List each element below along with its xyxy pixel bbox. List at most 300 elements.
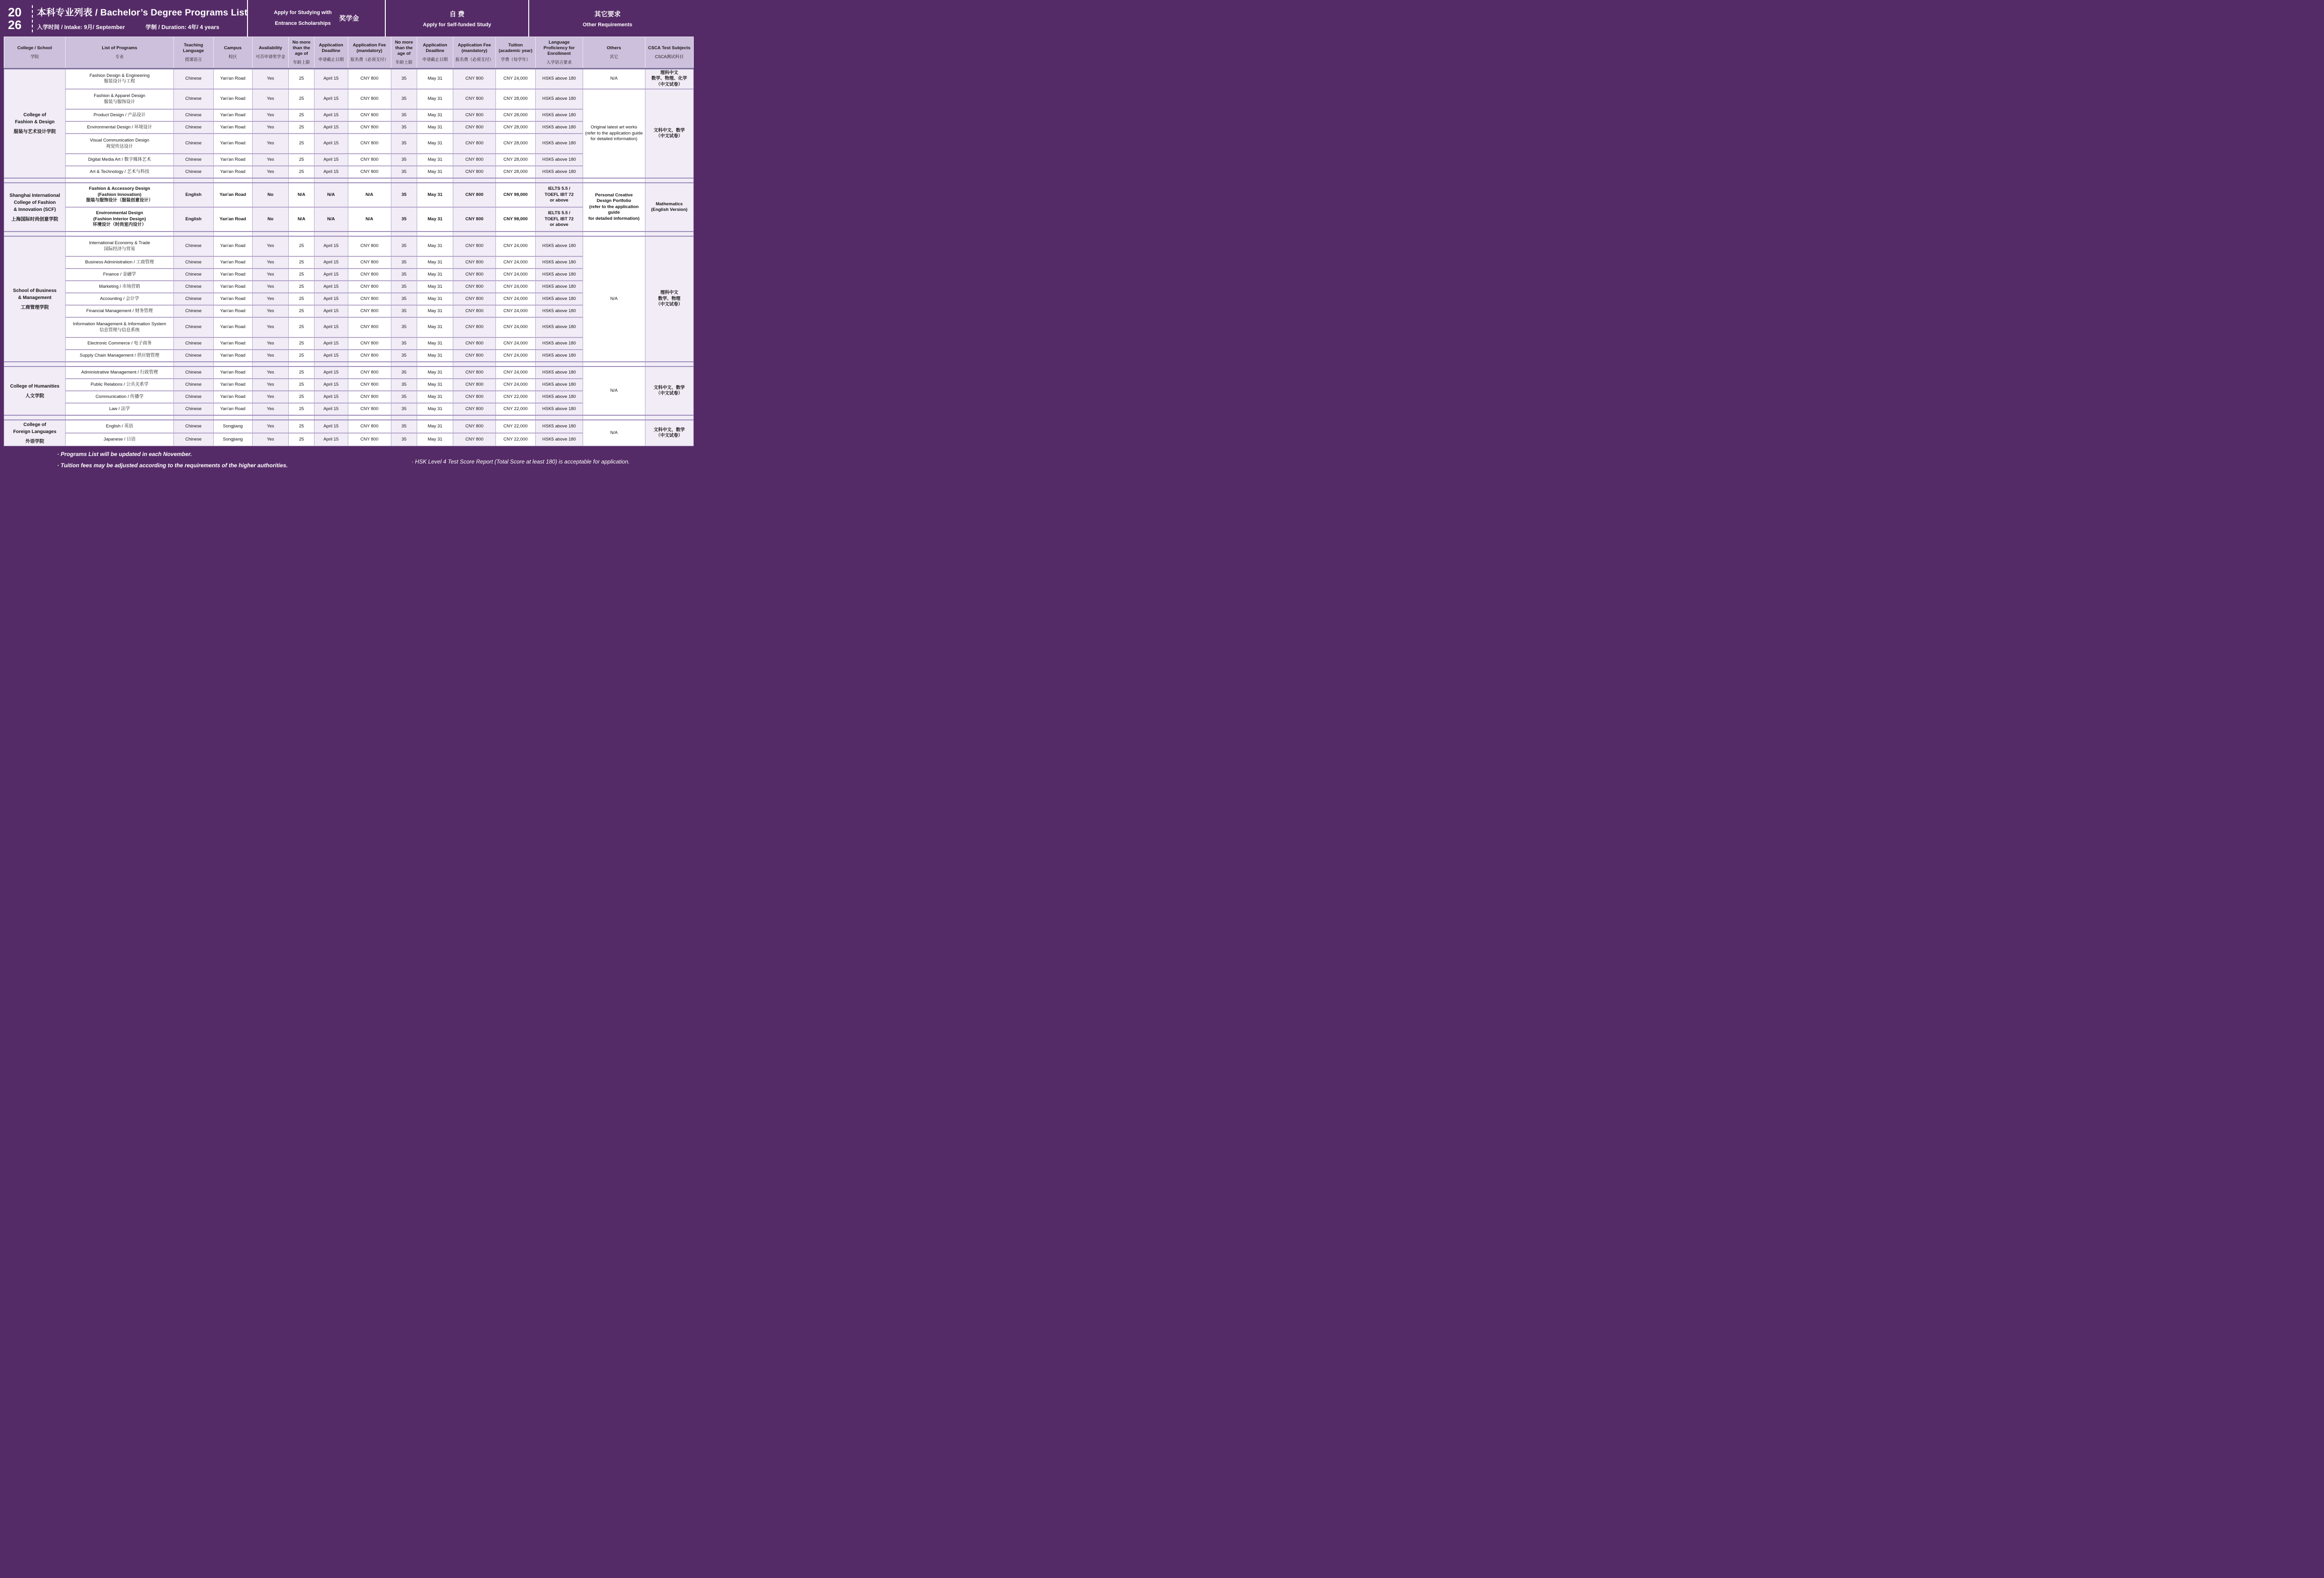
fee-selffunded-cell: CNY 800 — [453, 337, 496, 350]
age-limit-scholarship-cell: N/A — [289, 183, 315, 207]
language-proficiency-cell: HSK5 above 180 — [535, 109, 583, 121]
others-cell: N/A — [583, 366, 645, 415]
language-proficiency-cell: HSK5 above 180 — [535, 154, 583, 166]
program-cell: Japanese / 日语 — [66, 433, 173, 446]
age-limit-scholarship-cell: 25 — [289, 420, 315, 433]
deadline-scholarship-cell: April 15 — [314, 121, 348, 134]
fee-scholarship-cell: CNY 800 — [348, 433, 391, 446]
age-limit-selffunded-cell: 35 — [391, 269, 417, 281]
age-limit-selffunded-cell: 35 — [391, 305, 417, 317]
deadline-scholarship-cell: April 15 — [314, 166, 348, 178]
deadline-selffunded-cell: May 31 — [417, 350, 453, 362]
programs-table-wrap — [4, 37, 694, 446]
fee-selffunded-cell: CNY 800 — [453, 166, 496, 178]
tuition-cell: CNY 22,000 — [496, 433, 536, 446]
deadline-selffunded-cell: May 31 — [417, 366, 453, 379]
program-row — [4, 366, 694, 379]
deadline-selffunded-cell: May 31 — [417, 293, 453, 305]
campus-cell: Yan'an Road — [213, 134, 252, 154]
program-row — [4, 68, 694, 89]
intake-duration-row — [37, 23, 247, 31]
separator-cell — [173, 178, 213, 183]
program-cell: Administrative Management / 行政管理 — [66, 366, 173, 379]
separator-cell — [173, 415, 213, 420]
fee-selffunded-cell: CNY 800 — [453, 236, 496, 256]
separator-cell — [252, 362, 289, 366]
age-limit-scholarship-cell: 25 — [289, 281, 315, 293]
fee-selffunded-cell: CNY 800 — [453, 207, 496, 232]
program-cell: Supply Chain Management / 供应链管理 — [66, 350, 173, 362]
deadline-scholarship-cell: April 15 — [314, 403, 348, 415]
fee-scholarship-cell: CNY 800 — [348, 350, 391, 362]
age-limit-scholarship-cell: 25 — [289, 166, 315, 178]
age-limit-scholarship-cell: 25 — [289, 350, 315, 362]
fee-scholarship-cell: CNY 800 — [348, 68, 391, 89]
tuition-cell: CNY 24,000 — [496, 68, 536, 89]
campus-cell: Yan'an Road — [213, 293, 252, 305]
group-separator-row — [4, 232, 694, 236]
program-cell: Marketing / 市场营销 — [66, 281, 173, 293]
campus-cell: Songjiang — [213, 420, 252, 433]
csca-cell: 文科中文、数学 （中文试卷） — [645, 420, 694, 446]
teaching-language-cell: Chinese — [173, 89, 213, 109]
language-proficiency-cell: HSK5 above 180 — [535, 305, 583, 317]
footnote-tuition-adjust: · Tuition fees may be adjusted according to the requirements of the higher authorities. — [57, 462, 288, 469]
separator-cell — [391, 415, 417, 420]
fee-scholarship-cell: CNY 800 — [348, 256, 391, 269]
program-cell: Fashion Design & Engineering 服装设计与工程 — [66, 68, 173, 89]
fee-selffunded-cell: CNY 800 — [453, 350, 496, 362]
separator-cell — [289, 178, 315, 183]
availability-cell: Yes — [252, 134, 289, 154]
tuition-cell: CNY 28,000 — [496, 109, 536, 121]
separator-cell — [496, 178, 536, 183]
fee-scholarship-cell: CNY 800 — [348, 134, 391, 154]
fee-scholarship-cell: CNY 800 — [348, 154, 391, 166]
fee-selffunded-cell: CNY 800 — [453, 305, 496, 317]
separator-cell — [314, 415, 348, 420]
fee-selffunded-cell: CNY 800 — [453, 420, 496, 433]
separator-cell — [4, 362, 66, 366]
age-limit-scholarship-cell: 25 — [289, 256, 315, 269]
teaching-language-cell: Chinese — [173, 256, 213, 269]
programs-table — [4, 37, 694, 446]
college-cell: College of Fashion & Design 服装与艺术设计学院 — [4, 68, 66, 178]
intake-label: 入学时间 / Intake: 9月/ September — [37, 24, 125, 30]
availability-cell: Yes — [252, 166, 289, 178]
age-limit-scholarship-cell: 25 — [289, 68, 315, 89]
teaching-language-cell: Chinese — [173, 337, 213, 350]
tuition-cell: CNY 24,000 — [496, 281, 536, 293]
fee-selffunded-cell: CNY 800 — [453, 121, 496, 134]
separator-cell — [391, 178, 417, 183]
age-limit-selffunded-cell: 35 — [391, 134, 417, 154]
teaching-language-cell: Chinese — [173, 154, 213, 166]
age-limit-selffunded-cell: 35 — [391, 433, 417, 446]
teaching-language-cell: Chinese — [173, 433, 213, 446]
language-proficiency-cell: HSK5 above 180 — [535, 403, 583, 415]
separator-cell — [289, 415, 315, 420]
separator-cell — [417, 362, 453, 366]
availability-cell: Yes — [252, 420, 289, 433]
fee-scholarship-cell: CNY 800 — [348, 281, 391, 293]
separator-cell — [348, 232, 391, 236]
program-cell: Environmental Design (Fashion Interior Design) 环境设计（时尚室内设计） — [66, 207, 173, 232]
tuition-cell: CNY 28,000 — [496, 121, 536, 134]
language-proficiency-cell: IELTS 5.5 / TOEFL IBT 72 or above — [535, 183, 583, 207]
column-header-3: Campus 校区 — [213, 37, 252, 69]
campus-cell: Yan'an Road — [213, 317, 252, 337]
tuition-cell: CNY 28,000 — [496, 154, 536, 166]
separator-cell — [289, 362, 315, 366]
separator-cell — [213, 362, 252, 366]
group-separator-row — [4, 415, 694, 420]
deadline-selffunded-cell: May 31 — [417, 68, 453, 89]
deadline-selffunded-cell: May 31 — [417, 281, 453, 293]
teaching-language-cell: Chinese — [173, 305, 213, 317]
teaching-language-cell: Chinese — [173, 269, 213, 281]
separator-cell — [535, 178, 583, 183]
deadline-scholarship-cell: April 15 — [314, 256, 348, 269]
tuition-cell: CNY 24,000 — [496, 236, 536, 256]
fee-selffunded-cell: CNY 800 — [453, 134, 496, 154]
campus-cell: Yan'an Road — [213, 109, 252, 121]
teaching-language-cell: Chinese — [173, 350, 213, 362]
deadline-scholarship-cell: April 15 — [314, 236, 348, 256]
language-proficiency-cell: HSK5 above 180 — [535, 293, 583, 305]
age-limit-scholarship-cell: 25 — [289, 121, 315, 134]
deadline-scholarship-cell: April 15 — [314, 337, 348, 350]
fee-scholarship-cell: CNY 800 — [348, 337, 391, 350]
deadline-scholarship-cell: April 15 — [314, 420, 348, 433]
program-cell: Fashion & Apparel Design 服装与服饰设计 — [66, 89, 173, 109]
age-limit-scholarship-cell: 25 — [289, 391, 315, 403]
separator-cell — [453, 178, 496, 183]
deadline-selffunded-cell: May 31 — [417, 379, 453, 391]
availability-cell: Yes — [252, 293, 289, 305]
deadline-selffunded-cell: May 31 — [417, 305, 453, 317]
availability-cell: No — [252, 207, 289, 232]
language-proficiency-cell: HSK5 above 180 — [535, 379, 583, 391]
language-proficiency-cell: HSK5 above 180 — [535, 433, 583, 446]
column-header-6: Application Deadline 申请截止日期 — [314, 37, 348, 69]
program-row — [4, 89, 694, 109]
age-limit-scholarship-cell: 25 — [289, 89, 315, 109]
deadline-scholarship-cell: April 15 — [314, 269, 348, 281]
group-separator-row — [4, 362, 694, 366]
language-proficiency-cell: HSK5 above 180 — [535, 121, 583, 134]
other-group-zh: 其它要求 — [594, 10, 621, 18]
scholarship-group-en: Apply for Studying with Entrance Scholarships — [274, 9, 332, 26]
deadline-selffunded-cell: May 31 — [417, 134, 453, 154]
teaching-language-cell: Chinese — [173, 293, 213, 305]
program-cell: Communication / 传播学 — [66, 391, 173, 403]
separator-cell — [453, 415, 496, 420]
separator-cell — [496, 232, 536, 236]
age-limit-scholarship-cell: 25 — [289, 403, 315, 415]
availability-cell: Yes — [252, 281, 289, 293]
separator-cell — [417, 178, 453, 183]
deadline-selffunded-cell: May 31 — [417, 403, 453, 415]
teaching-language-cell: Chinese — [173, 166, 213, 178]
age-limit-selffunded-cell: 35 — [391, 337, 417, 350]
tuition-cell: CNY 24,000 — [496, 350, 536, 362]
program-cell: English / 英语 — [66, 420, 173, 433]
footnote-programs-update: · Programs List will be updated in each November. — [57, 451, 192, 458]
availability-cell: Yes — [252, 350, 289, 362]
program-cell: Visual Communication Design 视觉传达设计 — [66, 134, 173, 154]
fee-scholarship-cell: CNY 800 — [348, 293, 391, 305]
campus-cell: Yan'an Road — [213, 403, 252, 415]
deadline-scholarship-cell: April 15 — [314, 68, 348, 89]
fee-scholarship-cell: CNY 800 — [348, 317, 391, 337]
column-header-11: Tuition (academic year) 学费（每学年） — [496, 37, 536, 69]
separator-cell — [535, 232, 583, 236]
deadline-selffunded-cell: May 31 — [417, 183, 453, 207]
program-cell: Public Relations / 公共关系学 — [66, 379, 173, 391]
campus-cell: Yan'an Road — [213, 350, 252, 362]
fee-selffunded-cell: CNY 800 — [453, 366, 496, 379]
campus-cell: Yan'an Road — [213, 183, 252, 207]
language-proficiency-cell: HSK5 above 180 — [535, 134, 583, 154]
deadline-selffunded-cell: May 31 — [417, 166, 453, 178]
program-cell: Information Management & Information System 信息管理与信息系统 — [66, 317, 173, 337]
deadline-scholarship-cell: April 15 — [314, 293, 348, 305]
column-header-13: Others 其它 — [583, 37, 645, 69]
campus-cell: Yan'an Road — [213, 236, 252, 256]
teaching-language-cell: Chinese — [173, 134, 213, 154]
program-cell: Finance / 金融学 — [66, 269, 173, 281]
deadline-selffunded-cell: May 31 — [417, 256, 453, 269]
deadline-scholarship-cell: April 15 — [314, 134, 348, 154]
separator-cell — [252, 178, 289, 183]
fee-selffunded-cell: CNY 800 — [453, 256, 496, 269]
age-limit-selffunded-cell: 35 — [391, 207, 417, 232]
availability-cell: Yes — [252, 269, 289, 281]
college-cell: College of Humanities 人文学院 — [4, 366, 66, 415]
tuition-cell: CNY 28,000 — [496, 166, 536, 178]
language-proficiency-cell: HSK5 above 180 — [535, 68, 583, 89]
column-header-10: Application Fee (mandatory) 报名费（必须支付） — [453, 37, 496, 69]
teaching-language-cell: Chinese — [173, 68, 213, 89]
availability-cell: Yes — [252, 68, 289, 89]
separator-cell — [583, 415, 645, 420]
fee-selffunded-cell: CNY 800 — [453, 403, 496, 415]
others-cell: Original latest art works (refer to the application guide for detailed information) — [583, 89, 645, 178]
tuition-cell: CNY 24,000 — [496, 366, 536, 379]
separator-cell — [391, 362, 417, 366]
age-limit-selffunded-cell: 35 — [391, 281, 417, 293]
language-proficiency-cell: HSK5 above 180 — [535, 366, 583, 379]
separator-cell — [213, 178, 252, 183]
separator-cell — [213, 415, 252, 420]
column-header-7: Application Fee (mandatory) 报名费（必须支付） — [348, 37, 391, 69]
availability-cell: Yes — [252, 403, 289, 415]
campus-cell: Yan'an Road — [213, 269, 252, 281]
language-proficiency-cell: HSK5 above 180 — [535, 350, 583, 362]
tuition-cell: CNY 98,000 — [496, 183, 536, 207]
tuition-cell: CNY 22,000 — [496, 420, 536, 433]
deadline-scholarship-cell: April 15 — [314, 281, 348, 293]
age-limit-scholarship-cell: 25 — [289, 134, 315, 154]
column-header-9: Application Deadline 申请截止日期 — [417, 37, 453, 69]
separator-cell — [453, 232, 496, 236]
fee-selffunded-cell: CNY 800 — [453, 293, 496, 305]
fee-selffunded-cell: CNY 800 — [453, 89, 496, 109]
footer-band — [0, 446, 697, 481]
deadline-scholarship-cell: April 15 — [314, 366, 348, 379]
age-limit-scholarship-cell: 25 — [289, 109, 315, 121]
teaching-language-cell: Chinese — [173, 379, 213, 391]
separator-cell — [453, 362, 496, 366]
separator-cell — [289, 232, 315, 236]
tuition-cell: CNY 28,000 — [496, 89, 536, 109]
separator-cell — [213, 232, 252, 236]
program-cell: Product Design / 产品设计 — [66, 109, 173, 121]
program-cell: Electronic Commerce / 电子商务 — [66, 337, 173, 350]
age-limit-selffunded-cell: 35 — [391, 317, 417, 337]
language-proficiency-cell: HSK5 above 180 — [535, 281, 583, 293]
tuition-cell: CNY 24,000 — [496, 337, 536, 350]
fee-scholarship-cell: CNY 800 — [348, 269, 391, 281]
separator-cell — [417, 415, 453, 420]
fee-selffunded-cell: CNY 800 — [453, 68, 496, 89]
teaching-language-cell: Chinese — [173, 109, 213, 121]
fee-scholarship-cell: N/A — [348, 183, 391, 207]
availability-cell: Yes — [252, 236, 289, 256]
fee-scholarship-cell: CNY 800 — [348, 121, 391, 134]
tuition-cell: CNY 28,000 — [496, 134, 536, 154]
separator-cell — [173, 362, 213, 366]
footnote-hsk4: · HSK Level 4 Test Score Report (Total Score at least 180) is acceptable for application. — [412, 458, 630, 465]
year-line1: 20 — [8, 5, 22, 19]
language-proficiency-cell: HSK5 above 180 — [535, 89, 583, 109]
campus-cell: Yan'an Road — [213, 305, 252, 317]
college-cell: Shanghai International College of Fashion & Innovation (SCF) 上海国际时尚创意学院 — [4, 183, 66, 232]
csca-cell: 文科中文、数学 （中文试卷） — [645, 366, 694, 415]
teaching-language-cell: Chinese — [173, 281, 213, 293]
separator-cell — [252, 232, 289, 236]
teaching-language-cell: Chinese — [173, 121, 213, 134]
availability-cell: Yes — [252, 109, 289, 121]
teaching-language-cell: Chinese — [173, 403, 213, 415]
age-limit-selffunded-cell: 35 — [391, 109, 417, 121]
column-header-1: List of Programs 专业 — [66, 37, 173, 69]
others-cell: N/A — [583, 68, 645, 89]
age-limit-scholarship-cell: 25 — [289, 293, 315, 305]
deadline-scholarship-cell: April 15 — [314, 154, 348, 166]
college-cell: College of Foreign Languages 外语学院 — [4, 420, 66, 446]
tuition-cell: CNY 22,000 — [496, 403, 536, 415]
csca-cell: Mathematics (English Version) — [645, 183, 694, 232]
campus-cell: Yan'an Road — [213, 154, 252, 166]
tuition-cell: CNY 24,000 — [496, 305, 536, 317]
deadline-scholarship-cell: April 15 — [314, 317, 348, 337]
column-header-0: College / School 学院 — [4, 37, 66, 69]
deadline-scholarship-cell: N/A — [314, 207, 348, 232]
fee-selffunded-cell: CNY 800 — [453, 109, 496, 121]
separator-cell — [66, 232, 173, 236]
year-label — [0, 0, 28, 37]
program-cell: Fashion & Accessory Design (Fashion Innovation) 服装与服饰设计（服装创意设计） — [66, 183, 173, 207]
column-header-2: Teaching Language 授课语言 — [173, 37, 213, 69]
header-band — [0, 0, 697, 37]
availability-cell: Yes — [252, 366, 289, 379]
separator-cell — [645, 362, 694, 366]
age-limit-selffunded-cell: 35 — [391, 183, 417, 207]
program-cell: Environmental Design / 环境设计 — [66, 121, 173, 134]
fee-scholarship-cell: CNY 800 — [348, 236, 391, 256]
program-row — [4, 420, 694, 433]
language-proficiency-cell: HSK5 above 180 — [535, 269, 583, 281]
separator-cell — [645, 415, 694, 420]
others-cell: N/A — [583, 236, 645, 362]
separator-cell — [583, 232, 645, 236]
fee-selffunded-cell: CNY 800 — [453, 433, 496, 446]
separator-cell — [535, 415, 583, 420]
age-limit-selffunded-cell: 35 — [391, 166, 417, 178]
fee-scholarship-cell: CNY 800 — [348, 366, 391, 379]
footnotes-left — [57, 451, 288, 469]
deadline-scholarship-cell: April 15 — [314, 89, 348, 109]
group-separator-row — [4, 178, 694, 183]
campus-cell: Yan'an Road — [213, 166, 252, 178]
age-limit-selffunded-cell: 35 — [391, 154, 417, 166]
campus-cell: Yan'an Road — [213, 281, 252, 293]
fee-scholarship-cell: CNY 800 — [348, 305, 391, 317]
tuition-cell: CNY 24,000 — [496, 379, 536, 391]
selffunded-group-zh: 自 费 — [450, 10, 465, 18]
fee-scholarship-cell: CNY 800 — [348, 89, 391, 109]
campus-cell: Yan'an Road — [213, 121, 252, 134]
teaching-language-cell: Chinese — [173, 317, 213, 337]
age-limit-selffunded-cell: 35 — [391, 350, 417, 362]
language-proficiency-cell: HSK5 above 180 — [535, 256, 583, 269]
csca-cell: 文科中文、数学 （中文试卷） — [645, 89, 694, 178]
college-cell: School of Business & Management 工商管理学院 — [4, 236, 66, 362]
age-limit-scholarship-cell: 25 — [289, 305, 315, 317]
program-row — [4, 236, 694, 256]
campus-cell: Yan'an Road — [213, 256, 252, 269]
others-cell: Personal Creative Design Portfolio (refer to the application guide for detailed information) — [583, 183, 645, 232]
campus-cell: Yan'an Road — [213, 89, 252, 109]
deadline-selffunded-cell: May 31 — [417, 269, 453, 281]
deadline-selffunded-cell: May 31 — [417, 89, 453, 109]
program-cell: International Economy & Trade 国际经济与贸易 — [66, 236, 173, 256]
deadline-selffunded-cell: May 31 — [417, 337, 453, 350]
separator-cell — [645, 178, 694, 183]
age-limit-scholarship-cell: 25 — [289, 236, 315, 256]
year-line2: 26 — [8, 17, 22, 32]
duration-label: 学制 / Duration: 4年/ 4 years — [145, 24, 219, 30]
campus-cell: Yan'an Road — [213, 366, 252, 379]
fee-selffunded-cell: CNY 800 — [453, 281, 496, 293]
age-limit-selffunded-cell: 35 — [391, 420, 417, 433]
tuition-cell: CNY 24,000 — [496, 293, 536, 305]
language-proficiency-cell: HSK5 above 180 — [535, 317, 583, 337]
selffunded-group-en: Apply for Self-funded Study — [423, 22, 491, 28]
separator-cell — [348, 362, 391, 366]
separator-cell — [314, 362, 348, 366]
fee-selffunded-cell: CNY 800 — [453, 391, 496, 403]
deadline-selffunded-cell: May 31 — [417, 154, 453, 166]
teaching-language-cell: Chinese — [173, 391, 213, 403]
language-proficiency-cell: HSK5 above 180 — [535, 166, 583, 178]
age-limit-scholarship-cell: 25 — [289, 337, 315, 350]
fee-scholarship-cell: CNY 800 — [348, 391, 391, 403]
age-limit-selffunded-cell: 35 — [391, 121, 417, 134]
age-limit-scholarship-cell: N/A — [289, 207, 315, 232]
